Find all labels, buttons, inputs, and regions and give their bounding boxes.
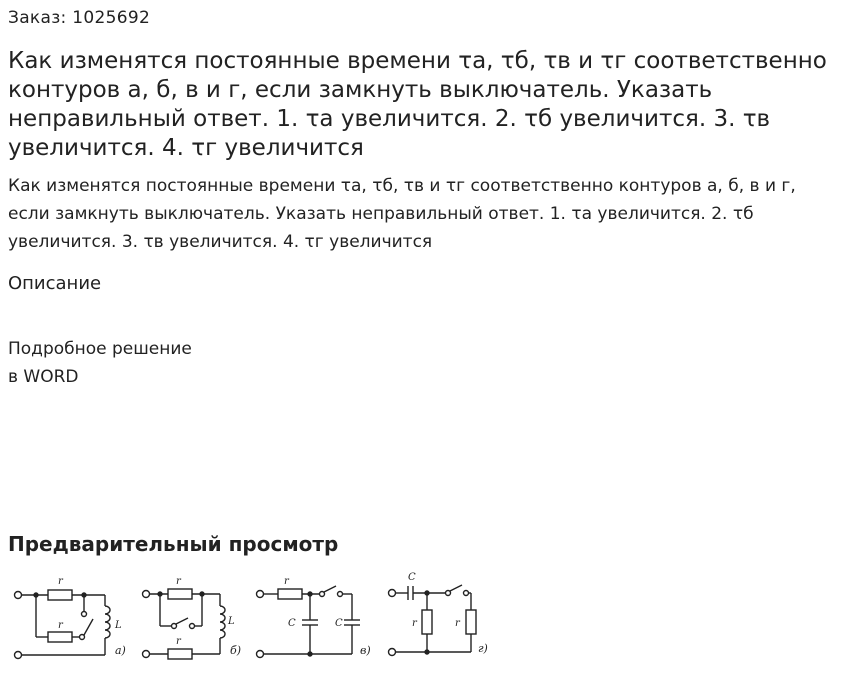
task-text: Как изменятся постоянные времени τа, τб, τв и τг соответственно контуров а, б, в и г, если замкнуть выключатель. Указать неправильный ответ. 1. τа увеличится. 2. τб увеличится. 3. τв увеличится. 4. τг увеличится — [8, 176, 796, 252]
inductor — [220, 606, 225, 638]
resistor — [48, 590, 72, 600]
svg-text:r: r — [284, 576, 289, 587]
svg-text:r: r — [455, 618, 460, 629]
svg-text:а): а) — [115, 644, 126, 657]
description-label: Описание — [8, 273, 102, 294]
resistor — [168, 589, 192, 599]
solution-line-1: Подробное решение — [8, 339, 192, 359]
svg-text:C: C — [335, 618, 343, 629]
switch — [450, 585, 462, 591]
svg-text:C: C — [408, 572, 416, 583]
svg-text:L: L — [115, 620, 122, 631]
page-title: Как изменятся постоянные времени τа, τб, τв и τг соответственно контуров а, б, в и г, если замкнуть выключатель. Указать неправильный ответ. 1. τа увеличится. 2. τб увеличится. 3. τв увеличится. 4. τг увеличится — [8, 48, 827, 161]
svg-text:r: r — [176, 636, 181, 647]
svg-text:в): в) — [360, 644, 371, 657]
svg-text:б): б) — [230, 644, 242, 657]
circuit-v — [257, 576, 371, 658]
solution-info — [8, 335, 192, 391]
preview-image — [8, 566, 498, 674]
svg-text:C: C — [288, 618, 296, 629]
svg-text:r: r — [176, 576, 181, 587]
svg-text:r: r — [412, 618, 417, 629]
resistor — [466, 610, 476, 634]
resistor — [278, 589, 302, 599]
solution-line-2: в WORD — [8, 367, 79, 387]
switch — [84, 619, 93, 635]
svg-text:r: r — [58, 576, 63, 587]
svg-text:r: r — [58, 620, 63, 631]
order-number: Заказ: 1025692 — [8, 8, 151, 28]
circuit-b — [143, 576, 242, 659]
inductor — [105, 606, 110, 638]
resistor — [168, 649, 192, 659]
switch — [324, 586, 336, 592]
resistor — [422, 610, 432, 634]
preview-heading: Предварительный просмотр — [8, 532, 339, 556]
circuit-diagrams — [8, 566, 498, 674]
svg-text:г): г) — [478, 642, 488, 655]
switch — [176, 618, 188, 624]
resistor — [48, 632, 72, 642]
circuit-g — [389, 572, 488, 656]
circuit-a — [15, 576, 126, 659]
svg-text:L: L — [228, 616, 235, 627]
